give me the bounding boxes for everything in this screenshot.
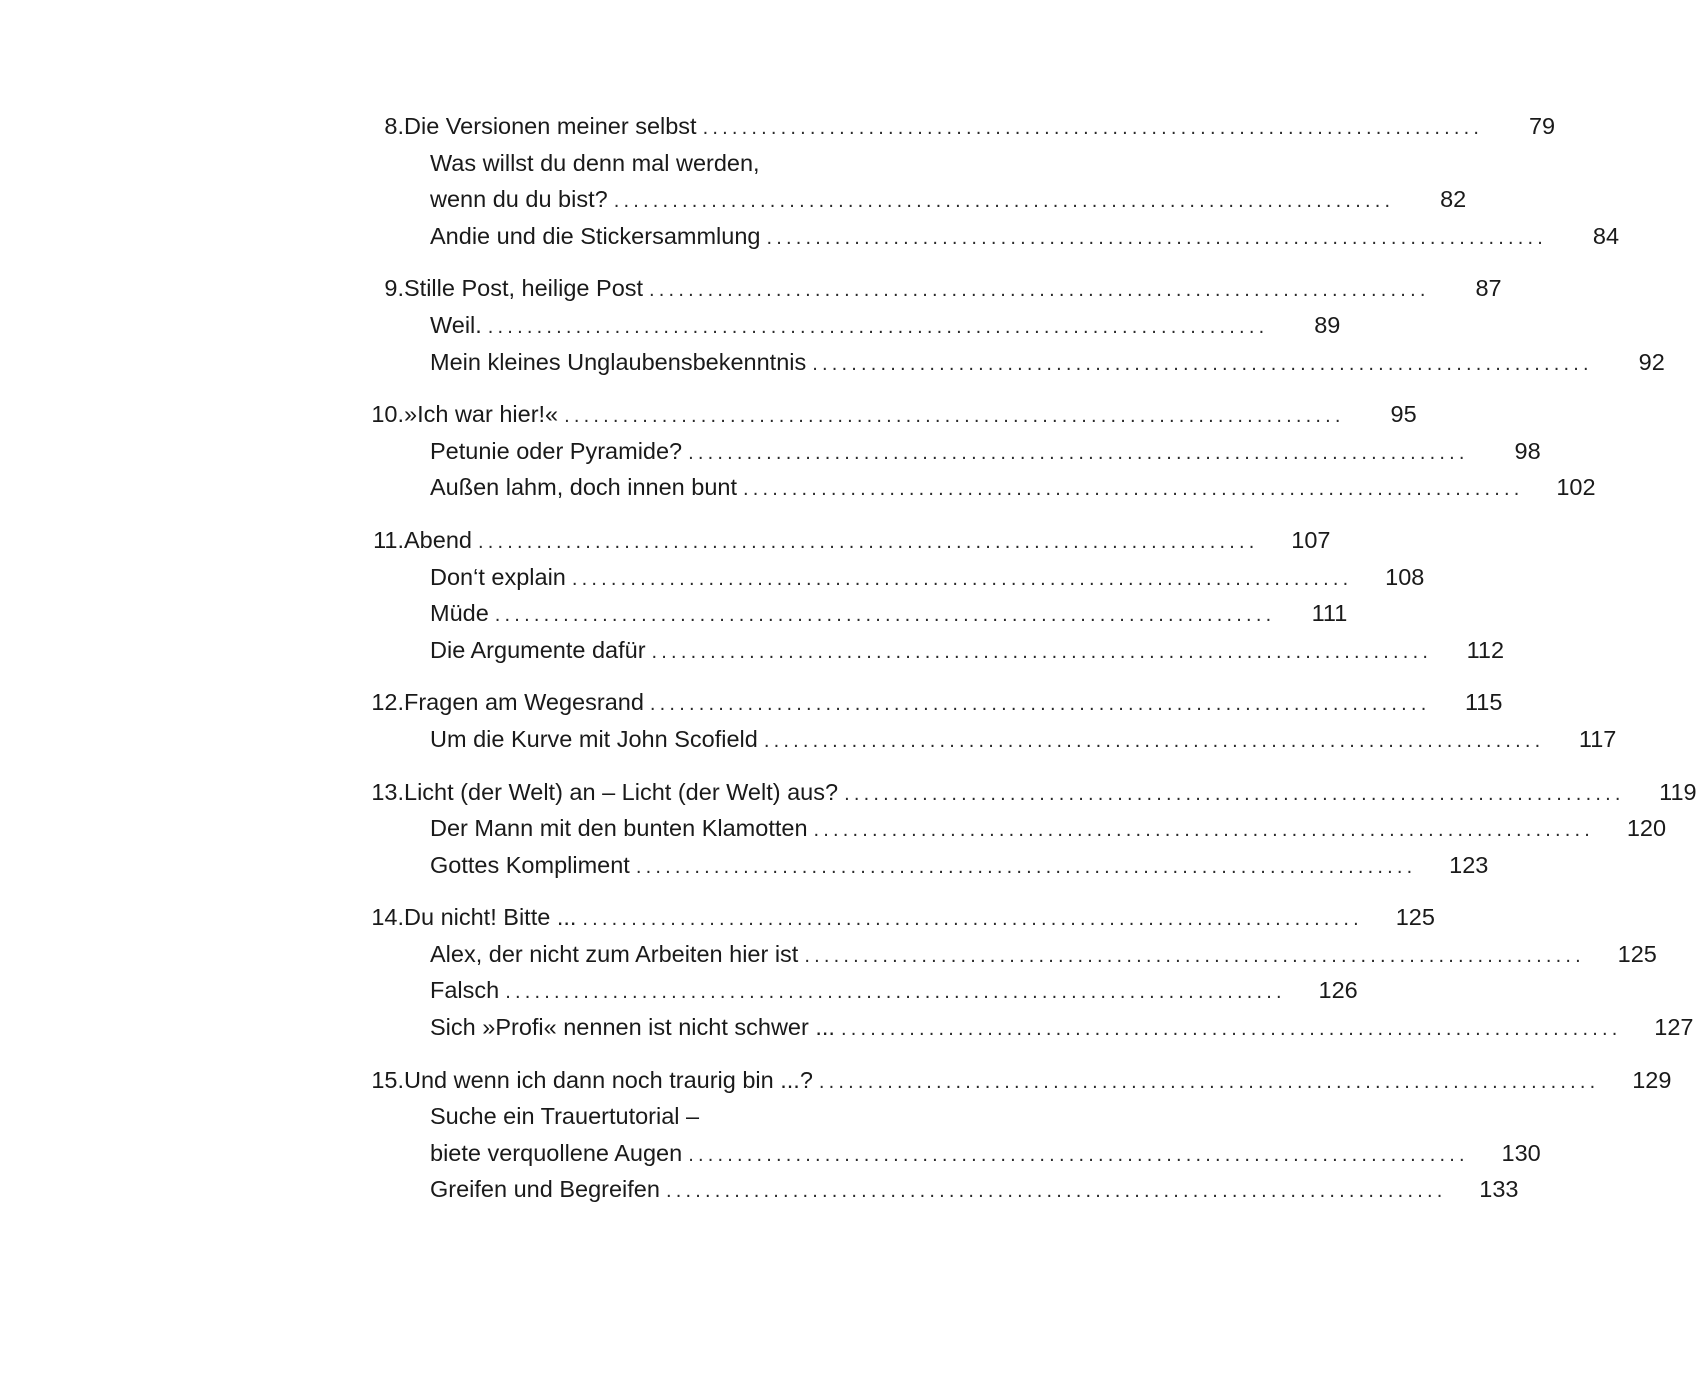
page-number: 79: [1528, 113, 1556, 139]
page-number: 92: [1638, 348, 1665, 375]
page-number: 87: [1475, 275, 1502, 302]
page-number: 120: [1626, 815, 1667, 842]
dot-leader: ................................................................................: [635, 855, 1417, 878]
entry-title: wenn du du bist?: [430, 186, 608, 213]
chapter-title: Stille Post, heilige Post: [404, 275, 644, 302]
dot-leader: ................................................................................: [763, 729, 1545, 752]
entry-title: Andie und die Stickersammlung: [430, 222, 761, 249]
page-number: 119: [1659, 778, 1697, 805]
page-number: 130: [1501, 1139, 1541, 1166]
dot-leader: ................................................................................: [688, 1143, 1469, 1166]
toc-entry-row[interactable]: [365, 145, 1057, 182]
toc-chapter-row[interactable]: [365, 684, 1503, 721]
chapter-number: 13.: [371, 778, 404, 805]
page-number: 117: [1578, 725, 1617, 752]
chapter-number: 12.: [371, 689, 404, 716]
chapter-title: Fragen am Wegesrand: [404, 689, 644, 716]
dot-leader: ................................................................................: [743, 478, 1524, 501]
toc-entry-row[interactable]: [365, 1135, 1541, 1172]
dot-leader: ................................................................................: [582, 908, 1363, 931]
toc-entry-row[interactable]: [365, 972, 1358, 1009]
toc-chapter-row[interactable]: [365, 270, 1502, 307]
entry-title: Alex, der nicht zum Arbeiten hier ist: [430, 940, 799, 967]
toc-chapter: [365, 108, 1620, 254]
entry-title: Sich »Profi« nennen ist nicht schwer ...: [430, 1014, 835, 1041]
dot-leader: ................................................................................: [688, 441, 1469, 464]
toc-entry-row[interactable]: [365, 1009, 1694, 1046]
page-number: 89: [1314, 311, 1341, 338]
dot-leader: ................................................................................: [840, 1018, 1622, 1041]
chapter-title: Du nicht! Bitte ...: [404, 904, 577, 931]
dot-leader: ................................................................................: [812, 352, 1593, 375]
toc-chapter: [365, 270, 1665, 380]
page-number: 133: [1479, 1176, 1519, 1203]
dot-leader: ................................................................................: [571, 567, 1353, 590]
page-number: 111: [1311, 600, 1348, 627]
toc-entry-row[interactable]: [365, 1171, 1519, 1208]
dot-leader: ................................................................................: [564, 405, 1345, 428]
dot-leader: ................................................................................: [613, 190, 1395, 213]
toc-chapter-row[interactable]: [365, 1062, 1672, 1099]
toc-entry-row[interactable]: [365, 810, 1667, 847]
toc-entry-row[interactable]: [365, 632, 1505, 669]
toc-chapter-row[interactable]: [365, 108, 1556, 145]
toc-entry-row[interactable]: [365, 469, 1596, 506]
toc-entry-row[interactable]: [365, 721, 1617, 758]
toc-chapter-row[interactable]: [365, 396, 1417, 433]
dot-leader: ................................................................................: [487, 315, 1269, 338]
dot-leader: ................................................................................: [494, 604, 1276, 627]
page-number: 125: [1617, 940, 1657, 967]
toc-entry-row[interactable]: [365, 181, 1467, 218]
page-number: 126: [1318, 977, 1358, 1004]
toc-chapter: [365, 522, 1505, 668]
page-number: 125: [1395, 904, 1435, 931]
toc-chapter-row[interactable]: [365, 774, 1697, 811]
page-number: 107: [1291, 526, 1331, 553]
chapter-title: Und wenn ich dann noch traurig bin ...?: [404, 1066, 813, 1093]
dot-leader: ................................................................................: [702, 117, 1484, 139]
entry-title: Um die Kurve mit John Scofield: [430, 725, 758, 752]
entry-title: Außen lahm, doch innen bunt: [430, 474, 738, 501]
entry-title: Don‘t explain: [430, 563, 566, 590]
page-number: 115: [1464, 689, 1503, 716]
dot-leader: ................................................................................: [505, 981, 1286, 1004]
toc-chapter: [365, 684, 1617, 757]
dot-leader: ................................................................................: [477, 530, 1259, 553]
chapter-title: Die Versionen meiner selbst: [404, 113, 697, 139]
toc-entry-row[interactable]: [365, 595, 1348, 632]
toc-entry-row[interactable]: [365, 559, 1425, 596]
entry-title: Die Argumente dafür: [430, 636, 646, 663]
dot-leader: ................................................................................: [818, 1070, 1600, 1093]
toc-chapter: [365, 396, 1596, 506]
toc-chapter: [365, 1062, 1672, 1208]
toc-chapter-row[interactable]: [365, 522, 1331, 559]
page-number: 127: [1654, 1014, 1694, 1041]
chapter-number: 8.: [384, 113, 404, 139]
entry-title: Der Mann mit den bunten Klamotten: [430, 815, 808, 842]
chapter-number: 15.: [371, 1066, 404, 1093]
toc-chapter: [365, 899, 1694, 1045]
chapter-number: 14.: [371, 904, 404, 931]
entry-title: Weil.: [430, 311, 482, 338]
toc-chapter-row[interactable]: [365, 899, 1435, 936]
entry-title: Mein kleines Unglaubensbekenntnis: [430, 348, 807, 375]
entry-title: biete verquollene Augen: [430, 1139, 683, 1166]
page-number: 129: [1632, 1066, 1672, 1093]
dot-leader: ................................................................................: [844, 782, 1625, 805]
page-number: 98: [1514, 437, 1541, 464]
dot-leader: ................................................................................: [651, 640, 1433, 663]
page-number: 82: [1440, 186, 1467, 213]
toc-chapter: [365, 774, 1697, 884]
toc-entry-row[interactable]: [365, 1098, 1057, 1135]
entry-title: Gottes Kompliment: [430, 851, 630, 878]
entry-title: Falsch: [430, 977, 500, 1004]
chapter-number: 9.: [384, 275, 404, 302]
entry-title: Suche ein Trauertutorial –: [430, 1103, 700, 1130]
dot-leader: ................................................................................: [804, 944, 1585, 967]
dot-leader: ................................................................................: [813, 819, 1595, 842]
chapter-title: »Ich war hier!«: [404, 401, 559, 428]
chapter-title: Licht (der Welt) an – Licht (der Welt) aus?: [404, 778, 839, 805]
chapter-number: 11.: [373, 526, 404, 553]
toc-entry-row[interactable]: [365, 936, 1657, 973]
chapter-title: Abend: [404, 526, 472, 553]
dot-leader: ................................................................................: [665, 1180, 1447, 1203]
page-number: 102: [1556, 474, 1596, 501]
page-number: 84: [1592, 222, 1620, 249]
entry-title: Was willst du denn mal werden,: [430, 149, 760, 176]
toc-entry-row[interactable]: [365, 847, 1489, 884]
toc-entry-row[interactable]: [365, 307, 1341, 344]
entry-title: Greifen und Begreifen: [430, 1176, 660, 1203]
entry-title: Müde: [430, 600, 489, 627]
toc-entry-row[interactable]: [365, 344, 1665, 381]
toc-entry-row[interactable]: [365, 433, 1541, 470]
page-number: 108: [1385, 563, 1425, 590]
toc-entry-row[interactable]: [365, 218, 1620, 255]
page-number: 95: [1390, 401, 1417, 428]
dot-leader: ................................................................................: [766, 226, 1548, 249]
page-number: 112: [1466, 636, 1505, 663]
entry-title: Petunie oder Pyramide?: [430, 437, 683, 464]
table-of-contents: [365, 108, 1697, 1208]
dot-leader: ................................................................................: [649, 693, 1431, 716]
dot-leader: ................................................................................: [649, 279, 1430, 302]
chapter-number: 10.: [371, 401, 404, 428]
page-number: 123: [1449, 851, 1489, 878]
